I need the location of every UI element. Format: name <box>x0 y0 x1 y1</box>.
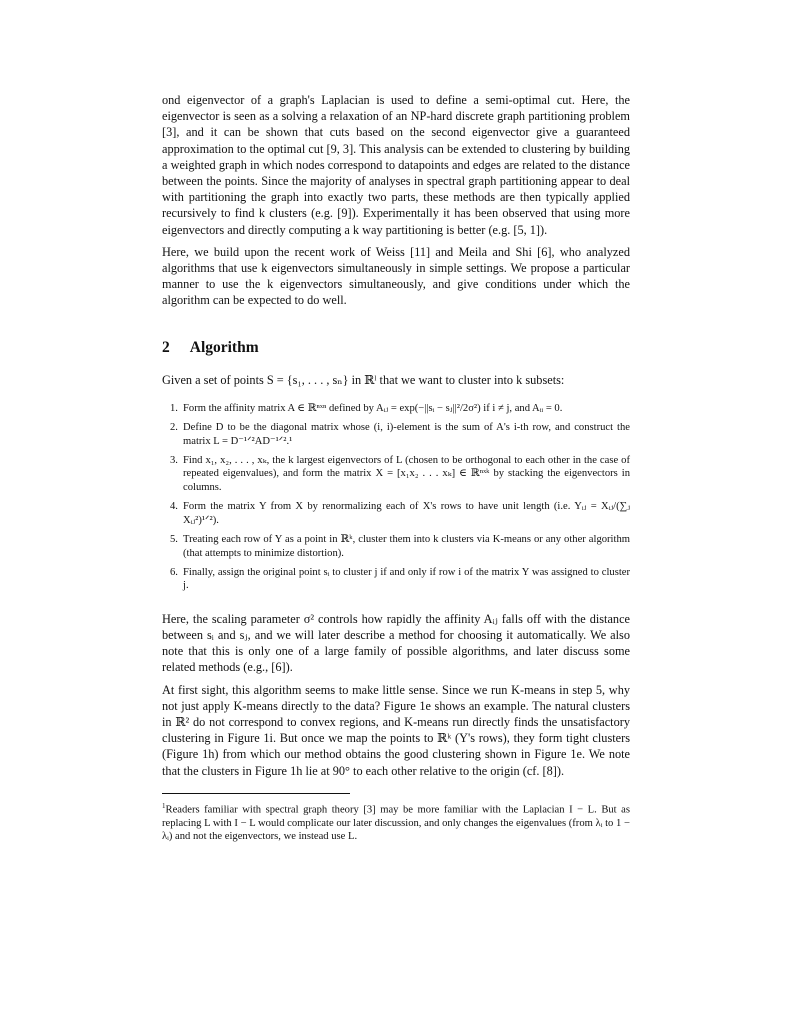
paper-page <box>162 92 630 844</box>
algorithm-step <box>170 454 630 494</box>
footnote-text: Readers familiar with spectral graph theory [3] may be more familiar with the Laplacian I − L. But as replacing L with I − L would complicate our later discussion, and only changes the eigenvalues (from λᵢ to 1 − λᵢ) and not the eigenvectors, we instead use L. <box>162 804 630 843</box>
step-text: Define D to be the diagonal matrix whose (i, i)-element is the sum of A's i-th row, and construct the matrix L = D⁻¹ᐟ²AD⁻¹ᐟ².¹ <box>183 422 630 447</box>
algorithm-step <box>170 533 630 560</box>
algorithm-step <box>170 402 630 415</box>
section-number: 2 <box>162 338 170 356</box>
paragraph-intro-context: ond eigenvector of a graph's Laplacian is used to define a semi-optimal cut. Here, the eigenvector is seen as a solving a relaxation of an NP-hard discrete graph partitioning problem [3], and it can be shown that cuts based on the second eigenvector give a guaranteed approximation to the optimal cut [9, 3]. This analysis can be extended to clustering by building a weighted graph in which nodes correspond to datapoints and edges are related to the distance between the points. Since the majority of analyses in spectral graph partitioning appear to deal with partitioning the graph into exactly two parts, these methods are then typically applied recursively to find k clusters (e.g. [9]). Experimentally it has been observed that using more eigenvectors and directly computing a k way partitioning is better (e.g. [5, 1]). <box>162 93 630 237</box>
algorithm-steps <box>162 402 630 593</box>
step-number: 2. <box>170 422 178 434</box>
step-number: 6. <box>170 566 178 578</box>
footnote-mark: 1 <box>162 801 166 810</box>
section-heading <box>162 339 630 357</box>
step-text: Treating each row of Y as a point in ℝᵏ, cluster them into k clusters via K-means or any other algorithm (that attempts to minimize distortion). <box>183 534 630 559</box>
footnote-divider <box>162 793 350 794</box>
algorithm-intro: Given a set of points S = {s₁, . . . , sₙ} in ℝˡ that we want to cluster into k subsets: <box>162 372 565 387</box>
step-number: 5. <box>170 534 178 546</box>
step-text: Find x₁, x₂, . . . , xₖ, the k largest eigenvectors of L (chosen to be orthogonal to each other in the case of repeated eigenvalues), and form the matrix X = [x₁x₂ . . . xₖ] ∈ ℝⁿˣᵏ by stacking the eigenvectors in columns. <box>183 455 630 493</box>
paragraph-scaling-parameter: Here, the scaling parameter σ² controls how rapidly the affinity Aᵢⱼ falls off with the distance between sᵢ and sⱼ, and we will later describe a method for choosing it automatically. We also note that this is only one of a large family of possible algorithms, and later discuss some related methods (e.g., [6]). <box>162 611 630 675</box>
algorithm-step <box>170 500 630 527</box>
step-text: Form the matrix Y from X by renormalizing each of X's rows to have unit length (i.e. Yᵢⱼ = Xᵢⱼ/(∑ⱼ Xᵢⱼ²)¹ᐟ²). <box>183 501 630 526</box>
footnote <box>162 800 630 844</box>
step-number: 1. <box>170 402 178 414</box>
step-number: 3. <box>170 455 178 467</box>
step-number: 4. <box>170 501 178 513</box>
step-text: Form the affinity matrix A ∈ ℝⁿˣⁿ defined by Aᵢⱼ = exp(−||sᵢ − sⱼ||²/2σ²) if i ≠ j, and Aᵢᵢ = 0. <box>183 402 563 414</box>
paragraph-our-approach: Here, we build upon the recent work of Weiss [11] and Meila and Shi [6], who analyzed algorithms that use k eigenvectors simultaneously in simple settings. We propose a particular manner to use the k eigenvectors simultaneously, and give conditions under which the algorithm can be expected to do well. <box>162 244 630 308</box>
algorithm-step <box>170 566 630 593</box>
paragraph-first-sight: At first sight, this algorithm seems to make little sense. Since we run K-means in step 5, why not just apply K-means directly to the data? Figure 1e shows an example. The natural clusters in ℝ² do not correspond to convex regions, and K-means run directly finds the unsatisfactory clustering in Figure 1i. But once we map the points to ℝᵏ (Y's rows), they form tight clusters (Figure 1h) from which our method obtains the good clustering shown in Figure 1e. We note that the clusters in Figure 1h lie at 90° to each other relative to the origin (cf. [8]). <box>162 682 630 778</box>
section-title: Algorithm <box>189 338 259 356</box>
algorithm-step <box>170 421 630 448</box>
step-text: Finally, assign the original point sᵢ to cluster j if and only if row i of the matrix Y was assigned to cluster j. <box>183 566 630 592</box>
